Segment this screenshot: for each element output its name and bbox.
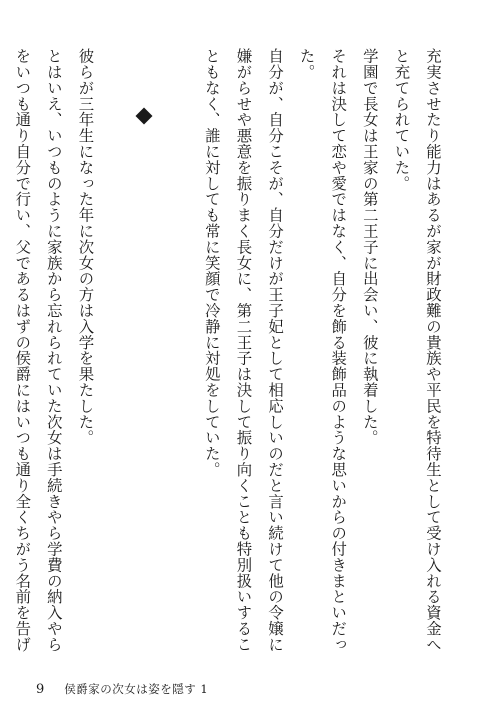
paragraph-6: とはいえ、いつものように家族から忘れられていた次女は手続きやら学費の納入やらをいつも通り自分で行い、父であるはずの侯爵にはいつも通り全くちがう名前を告げ bbox=[13, 48, 63, 653]
paragraph-5: 彼らが三年生になった年に次女の方は入学を果たした。 bbox=[76, 48, 95, 446]
running-title: 侯爵家の次女は姿を隠す 1 bbox=[64, 682, 209, 696]
paragraph-2: 学園で長女は王家の第二王子に出会い、彼に執着した。 bbox=[360, 48, 379, 446]
section-break bbox=[132, 48, 164, 658]
vertical-text-body bbox=[13, 48, 448, 658]
paragraph-1: 充実させたり能力はあるが家が財政難の貴族や平民を特待生として受け入れる資金へと充てられていた。 bbox=[392, 48, 442, 653]
paragraph-3: それは決して恋や愛ではなく、自分を飾る装飾品のような思いからの付きまといだった。 bbox=[297, 48, 348, 653]
page-footer bbox=[36, 681, 208, 697]
diamond-ornament-icon bbox=[136, 108, 153, 125]
section-gap bbox=[164, 48, 196, 658]
page-number: 9 bbox=[36, 682, 45, 697]
paragraph-4: 自分が、自分こそが、自分だけが王子妃として相応しいのだと言い続けて他の令嬢に嫌がらせや悪意を振りまく長女に、第二王子は決して振り向くことも特別扱いすることもなく、誰に対しても常に笑顔で冷静に対処をしていた。 bbox=[202, 48, 285, 653]
section-gap bbox=[100, 48, 132, 658]
